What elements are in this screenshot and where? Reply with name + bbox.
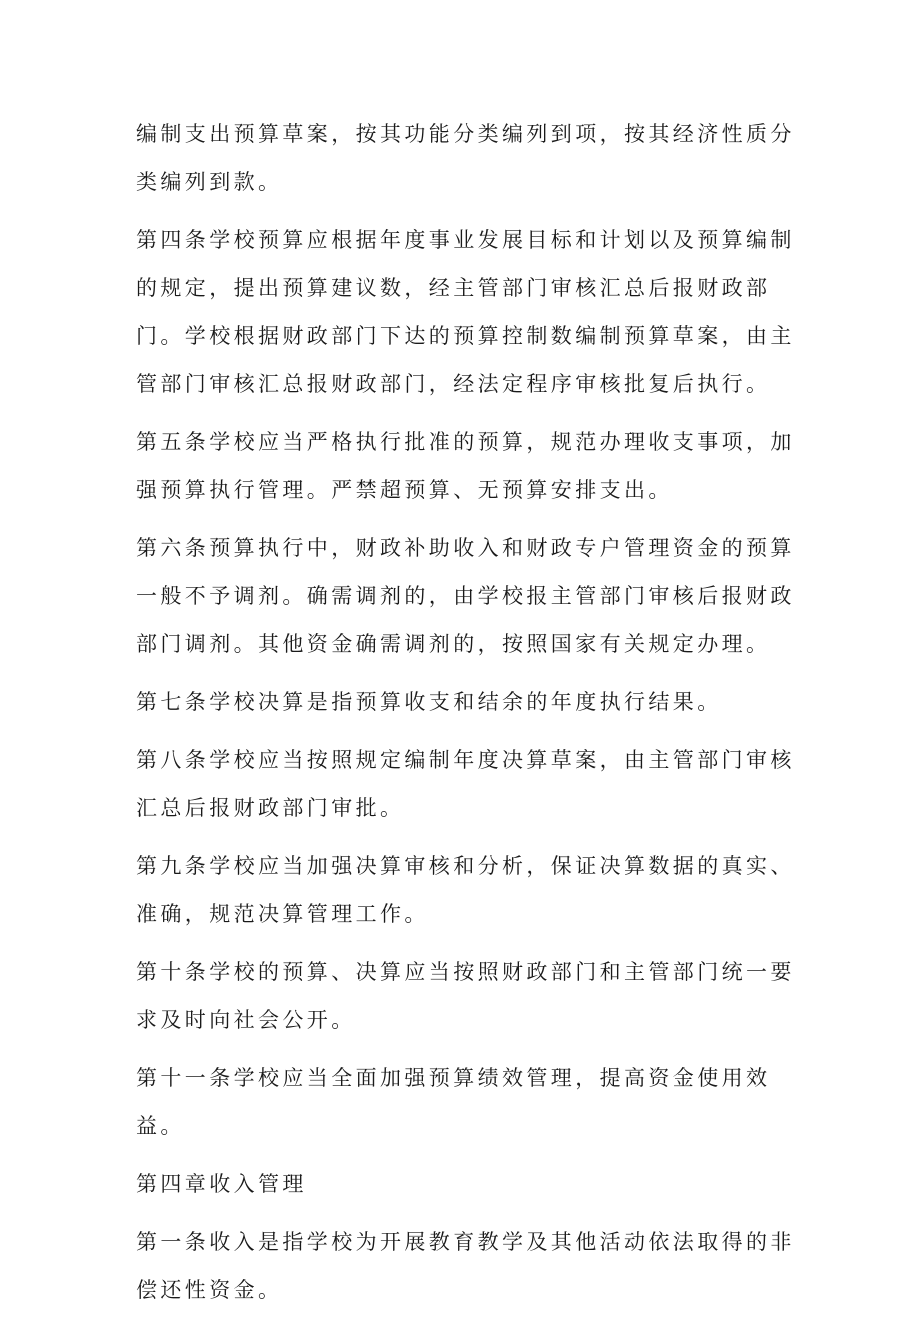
paragraph-article-8: 第八条学校应当按照规定编制年度决算草案，由主管部门审核汇总后报财政部门审批。 <box>136 748 795 820</box>
paragraph-article-9: 第九条学校应当加强决算审核和分析，保证决算数据的真实、准确，规范决算管理工作。 <box>136 854 795 926</box>
paragraph-income-article-1: 第一条收入是指学校为开展教育教学及其他活动依法取得的非偿还性资金。 <box>136 1230 795 1302</box>
paragraph-article-5: 第五条学校应当严格执行批准的预算，规范办理收支事项，加强预算执行管理。严禁超预算、无预算安排支出。 <box>136 430 795 502</box>
paragraph-article-11: 第十一条学校应当全面加强预算绩效管理，提高资金使用效益。 <box>136 1066 771 1138</box>
chapter-heading-income-management: 第四章收入管理 <box>136 1172 307 1196</box>
paragraph-article-6: 第六条预算执行中，财政补助收入和财政专户管理资金的预算一般不予调剂。确需调剂的，由学校报主管部门审核后报财政部门调剂。其他资金确需调剂的，按照国家有关规定办理。 <box>136 536 795 656</box>
document-body <box>136 110 796 1324</box>
paragraph-article-4: 第四条学校预算应根据年度事业发展目标和计划以及预算编制的规定，提出预算建议数，经主管部门审核汇总后报财政部门。学校根据财政部门下达的预算控制数编制预算草案，由主管部门审核汇总报财政部门，经法定程序审核批复后执行。 <box>136 228 795 396</box>
paragraph-budget-draft-continuation: 编制支出预算草案，按其功能分类编列到项，按其经济性质分类编列到款。 <box>136 122 795 194</box>
paragraph-article-7: 第七条学校决算是指预算收支和结余的年度执行结果。 <box>136 690 722 714</box>
paragraph-article-10: 第十条学校的预算、决算应当按照财政部门和主管部门统一要求及时向社会公开。 <box>136 960 795 1032</box>
